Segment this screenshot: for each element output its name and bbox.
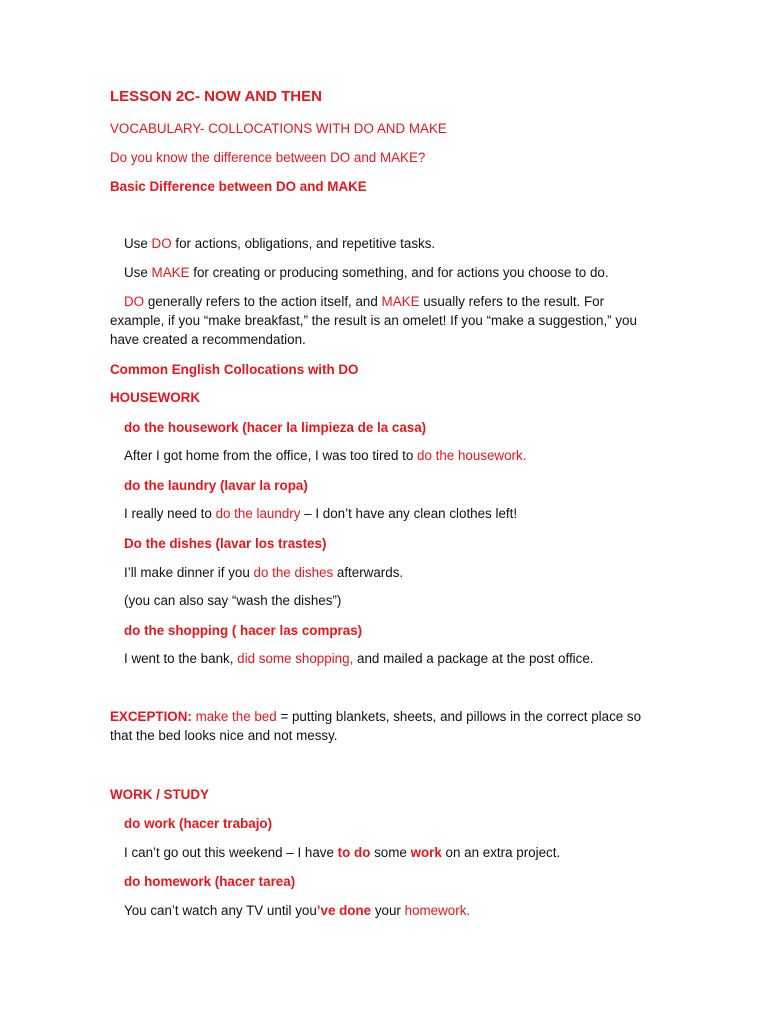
rule-compare: DO generally refers to the action itself, and MAKE usually refers to the result. For example, if you “make breakfast,” the result is an omelet! If you “make a suggestion,” you have created a recommendation. [110, 294, 637, 347]
lesson-title: LESSON 2C- NOW AND THEN [110, 88, 322, 105]
work-study-heading: WORK / STUDY [110, 787, 209, 802]
example-dishes: I’ll make dinner if you do the dishes afterwards. [124, 565, 404, 580]
keyword-make: MAKE [381, 294, 420, 309]
exception-label: EXCEPTION: [110, 709, 192, 724]
example-homework: You can’t watch any TV until you’ve done your homework. [124, 903, 471, 918]
keyword-make: MAKE [151, 265, 190, 280]
example-shopping: I went to the bank, did some shopping, and mailed a package at the post office. [124, 651, 594, 666]
rule-do: Use DO for actions, obligations, and repetitive tasks. [124, 236, 436, 251]
keyword-do: DO [124, 294, 145, 309]
collocation-shopping: do the shopping ( hacer las compras) [124, 623, 363, 638]
do-collocations-heading: Common English Collocations with DO [110, 362, 359, 377]
example-housework: After I got home from the office, I was too tired to do the housework. [124, 448, 527, 463]
question-line: Do you know the difference between DO and MAKE? [110, 150, 426, 165]
basic-difference-heading: Basic Difference between DO and MAKE [110, 179, 367, 194]
exception-note: EXCEPTION: make the bed = putting blankets, sheets, and pillows in the correct place so that the bed looks nice and not messy. [110, 709, 642, 743]
collocation-homework: do homework (hacer tarea) [124, 874, 296, 889]
rule-make: Use MAKE for creating or producing something, and for actions you choose to do. [124, 265, 609, 280]
note-wash-dishes: (you can also say “wash the dishes”) [124, 593, 342, 608]
collocation-housework: do the housework (hacer la limpieza de la casa) [124, 420, 427, 435]
example-work: I can’t go out this weekend – I have to do some work on an extra project. [124, 845, 561, 860]
collocation-work: do work (hacer trabajo) [124, 816, 273, 831]
example-laundry: I really need to do the laundry – I don’t have any clean clothes left! [124, 506, 518, 521]
collocation-dishes: Do the dishes (lavar los trastes) [124, 536, 327, 551]
keyword-do: DO [151, 236, 172, 251]
vocab-heading: VOCABULARY- COLLOCATIONS WITH DO AND MAKE [110, 121, 447, 136]
collocation-laundry: do the laundry (lavar la ropa) [124, 478, 308, 493]
housework-heading: HOUSEWORK [110, 390, 201, 405]
